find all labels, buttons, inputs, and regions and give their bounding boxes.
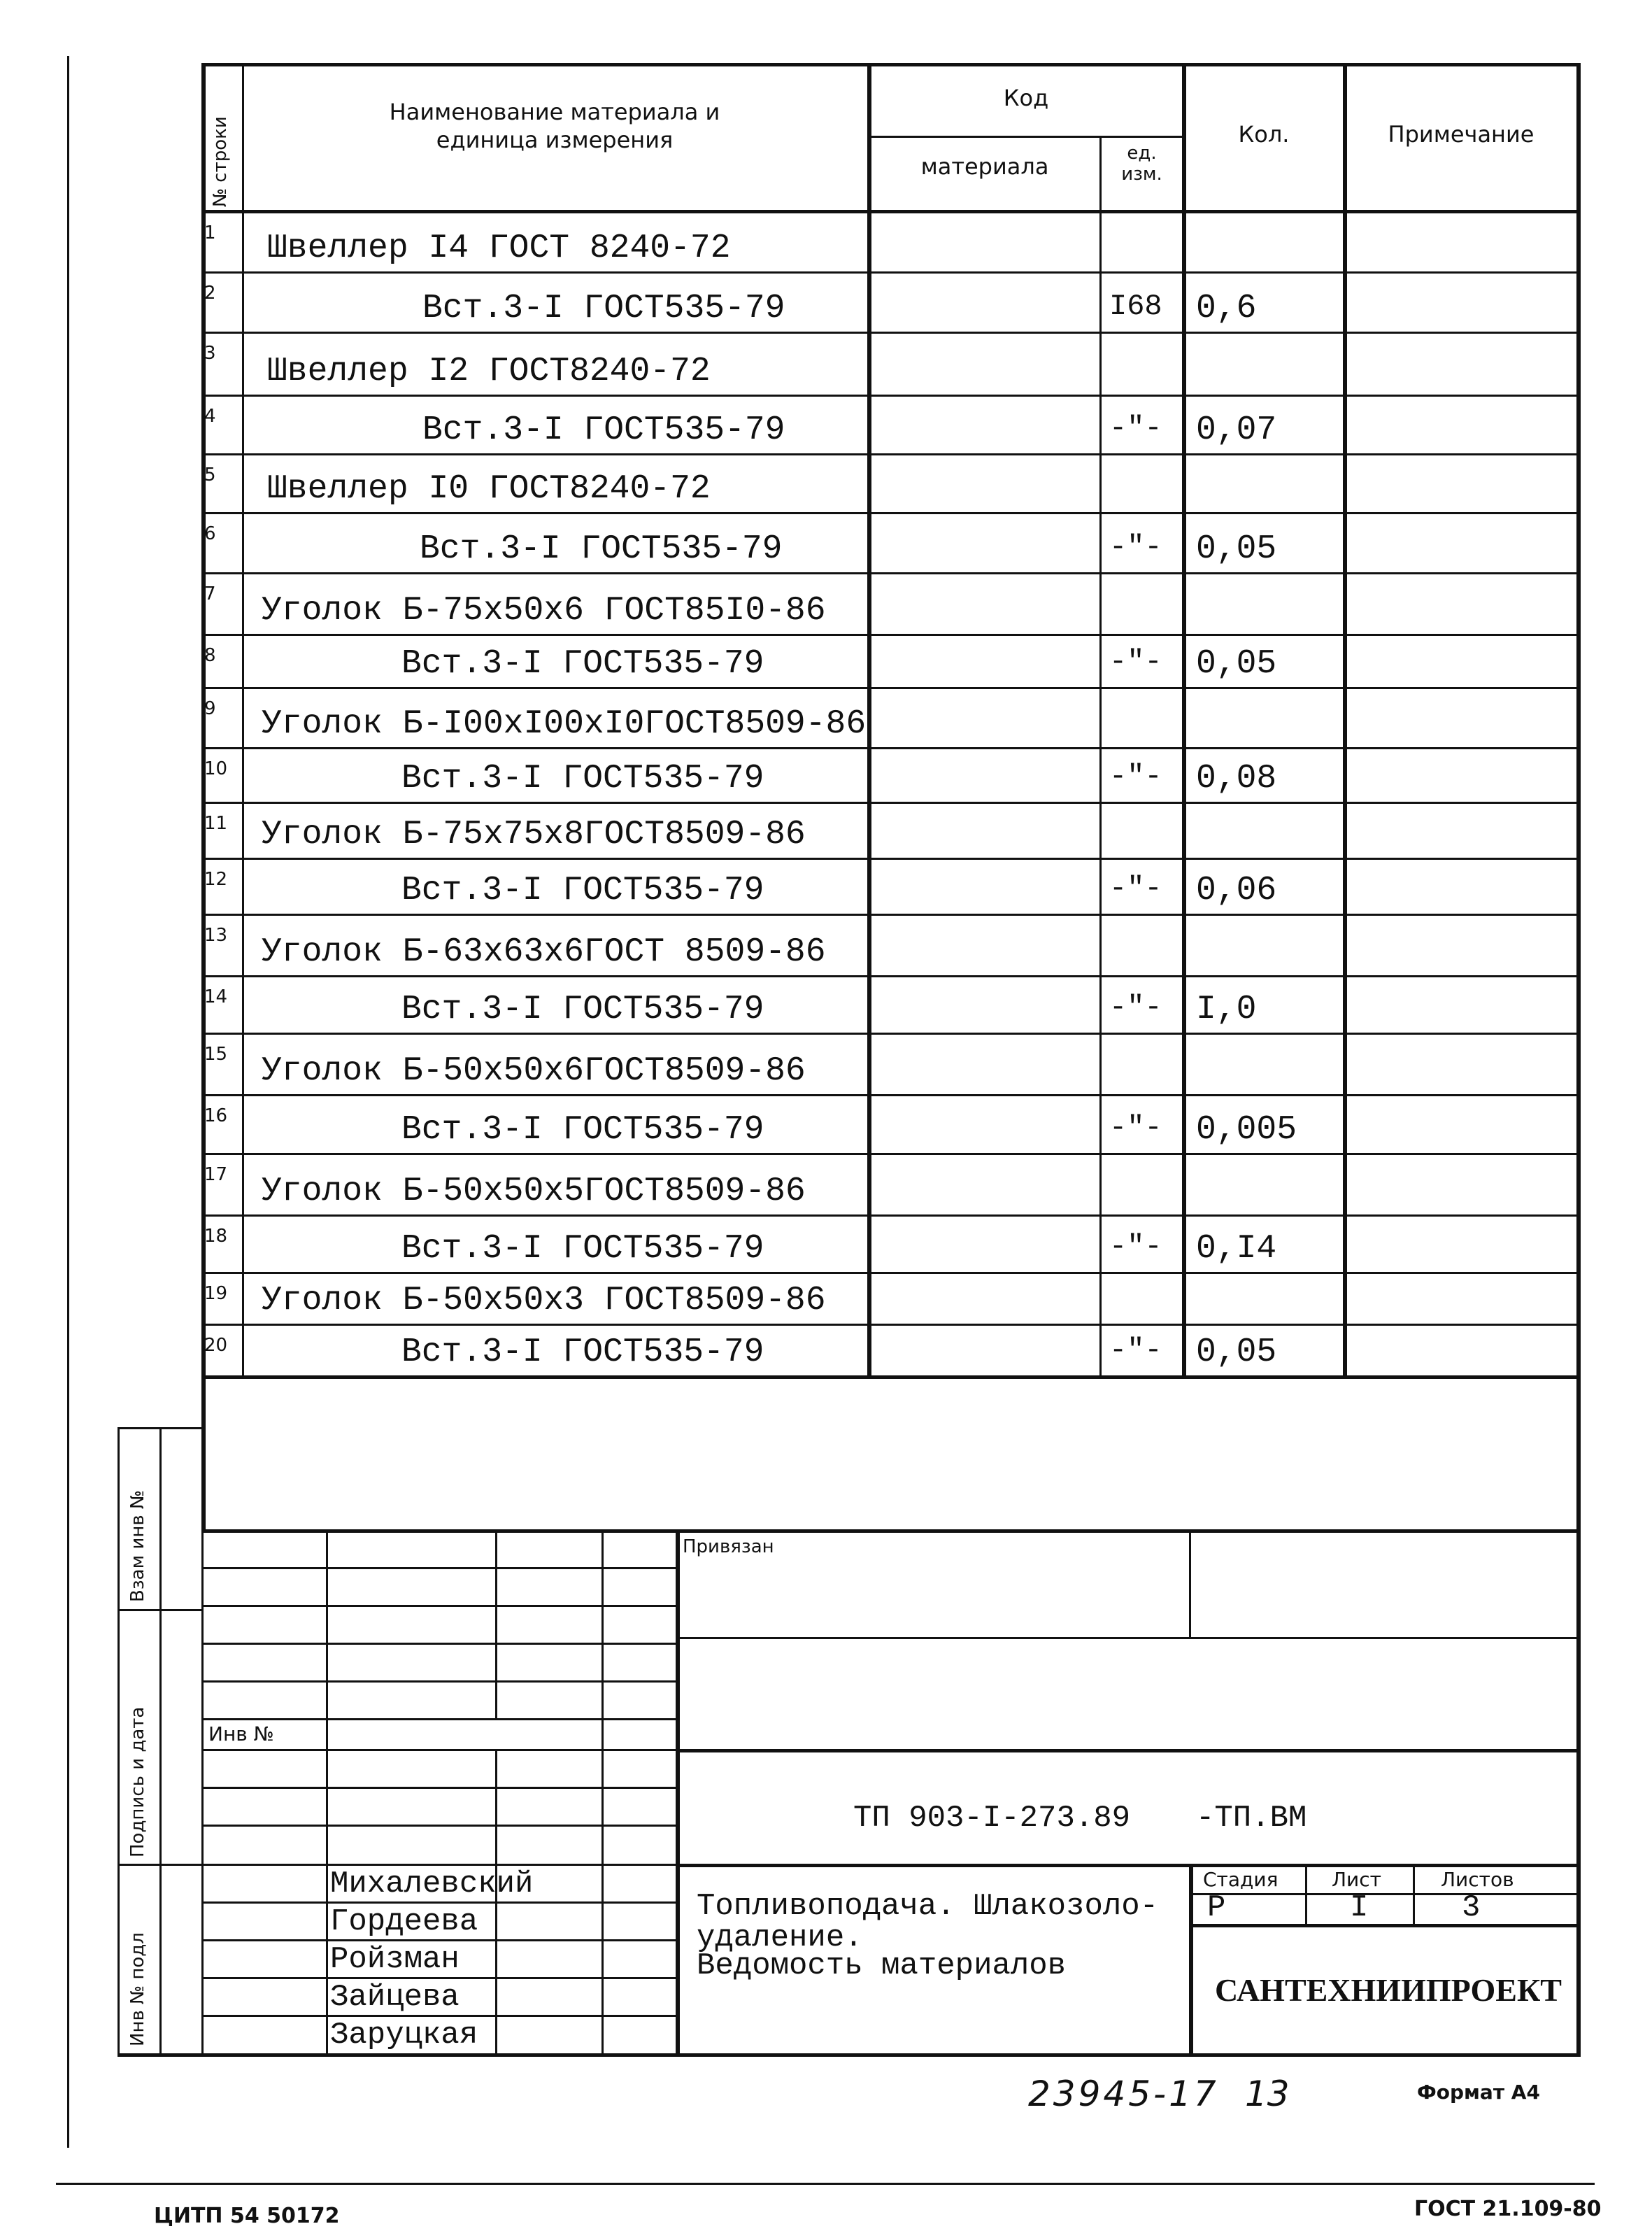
sheets-label: Листов <box>1441 1868 1514 1891</box>
material-name: Вст.3-I ГОСТ535-79 <box>422 290 785 327</box>
podpis-data-label: Подпись и дата <box>127 1706 148 1857</box>
qty-header: Кол. <box>1238 121 1290 148</box>
row-number: 9 <box>204 698 216 719</box>
quantity-cell: 0,07 <box>1196 411 1277 449</box>
row-number: 3 <box>204 343 216 364</box>
row-number: 7 <box>204 583 216 604</box>
sheet-value: I <box>1350 1890 1369 1925</box>
quantity-cell: 0,I4 <box>1196 1230 1277 1268</box>
title-line3: Ведомость материалов <box>697 1948 1067 1983</box>
row-separator <box>201 747 1576 749</box>
inv-no-label: Инв № <box>208 1722 274 1745</box>
sheets-value: 3 <box>1462 1890 1481 1925</box>
stage-value: Р <box>1207 1890 1226 1925</box>
row-number: 14 <box>204 986 228 1007</box>
sheet-label: Лист <box>1332 1868 1381 1891</box>
row-separator <box>201 975 1576 977</box>
handwritten-number: 23945-17 <box>1028 2074 1219 2114</box>
material-name: Швеллер I4 ГОСТ 8240-72 <box>267 229 731 267</box>
handwritten-number-2: 13 <box>1245 2074 1290 2114</box>
stage-label: Стадия <box>1203 1868 1279 1891</box>
row-separator <box>201 1094 1576 1096</box>
row-number: 11 <box>204 813 228 834</box>
unit-cell: -"- <box>1109 530 1162 564</box>
privyazan-label: Привязан <box>683 1536 774 1557</box>
document-code: ТП 903-I-273.89 <box>853 1801 1131 1836</box>
unit-cell: -"- <box>1109 411 1162 445</box>
row-separator <box>201 332 1576 334</box>
row-separator <box>201 1272 1576 1274</box>
material-name: Уголок Б-50х50х6ГОСТ8509-86 <box>262 1052 806 1090</box>
signatory-name: Гордеева <box>330 1904 478 1939</box>
row-separator <box>201 512 1576 514</box>
quantity-cell: 0,005 <box>1196 1111 1297 1149</box>
quantity-cell: 0,06 <box>1196 872 1277 909</box>
sheet-bottom-line <box>56 2183 1595 2185</box>
signatory-name: Ройзман <box>330 1942 460 1977</box>
row-separator <box>201 572 1576 574</box>
signatory-name: Михалевский <box>330 1867 534 1901</box>
name-header <box>245 98 864 154</box>
row-separator <box>201 687 1576 689</box>
row-number: 2 <box>204 283 216 304</box>
material-name: Вст.3-I ГОСТ535-79 <box>401 991 764 1028</box>
material-code-header: материала <box>920 153 1049 180</box>
row-number: 10 <box>204 758 228 779</box>
vzam-inv-label: Взам инв № <box>127 1490 148 1602</box>
row-separator <box>201 634 1576 636</box>
unit-header-line1: ед. <box>1127 143 1157 164</box>
material-name: Вст.3-I ГОСТ535-79 <box>420 530 783 568</box>
gost-reference: ГОСТ 21.109-80 <box>1414 2197 1602 2221</box>
row-separator <box>201 1214 1576 1217</box>
row-number: 19 <box>204 1283 228 1304</box>
material-name: Вст.3-I ГОСТ535-79 <box>401 1230 764 1268</box>
row-number: 8 <box>204 645 216 666</box>
quantity-cell: I,0 <box>1196 991 1257 1028</box>
row-number: 1 <box>204 222 216 243</box>
row-number: 6 <box>204 523 216 544</box>
name-header-line2: единица измерения <box>436 127 674 153</box>
row-separator <box>201 395 1576 397</box>
signatories-list <box>330 1867 533 2055</box>
material-name: Вст.3-I ГОСТ535-79 <box>422 411 785 449</box>
unit-cell: I68 <box>1109 290 1162 323</box>
row-separator <box>201 802 1576 804</box>
row-number: 12 <box>204 869 228 890</box>
organization-name: САНТЕХНИИПРОЕКТ <box>1215 1972 1562 2008</box>
quantity-cell: 0,6 <box>1196 290 1257 327</box>
name-header-line1: Наименование материала и <box>389 99 720 125</box>
row-number: 16 <box>204 1105 228 1126</box>
unit-header-line2: изм. <box>1121 164 1162 185</box>
unit-cell: -"- <box>1109 1333 1162 1367</box>
code-header: Код <box>1003 85 1049 111</box>
material-name: Уголок Б-63х63х6ГОСТ 8509-86 <box>262 933 826 971</box>
document-title <box>697 1889 1159 1983</box>
format-label: Формат А4 <box>1417 2081 1540 2104</box>
document-code-suffix: -ТП.ВМ <box>1196 1801 1307 1836</box>
inv-podl-label: Инв № подл <box>127 1932 148 2046</box>
row-number: 4 <box>204 406 216 427</box>
material-name: Вст.3-I ГОСТ535-79 <box>401 1333 764 1371</box>
material-name: Уголок Б-50х50х5ГОСТ8509-86 <box>262 1173 806 1210</box>
row-number: 5 <box>204 465 216 486</box>
quantity-cell: 0,05 <box>1196 645 1277 683</box>
row-number: 20 <box>204 1335 228 1356</box>
quantity-cell: 0,05 <box>1196 530 1277 568</box>
material-name: Вст.3-I ГОСТ535-79 <box>401 760 764 798</box>
unit-cell: -"- <box>1109 645 1162 679</box>
row-number-header: № строки <box>210 116 231 207</box>
row-separator <box>201 1153 1576 1155</box>
material-name: Вст.3-I ГОСТ535-79 <box>401 872 764 909</box>
note-header: Примечание <box>1388 121 1534 148</box>
unit-cell: -"- <box>1109 991 1162 1024</box>
row-separator <box>201 1324 1576 1326</box>
signatory-name: Заруцкая <box>330 2018 478 2053</box>
row-number: 15 <box>204 1044 228 1065</box>
quantity-cell: 0,08 <box>1196 760 1277 798</box>
title-line1: Топливоподача. Шлакозоло- <box>697 1889 1159 1924</box>
material-name: Уголок Б-I00хI00хI0ГОСТ8509-86 <box>262 705 867 743</box>
signatory-name: Зайцева <box>330 1980 460 2015</box>
unit-cell: -"- <box>1109 760 1162 793</box>
row-number: 13 <box>204 925 228 946</box>
unit-header <box>1102 143 1182 185</box>
material-name: Швеллер I2 ГОСТ8240-72 <box>267 353 711 390</box>
material-name: Уголок Б-75х75х8ГОСТ8509-86 <box>262 816 806 854</box>
unit-cell: -"- <box>1109 1111 1162 1145</box>
material-name: Вст.3-I ГОСТ535-79 <box>401 1111 764 1149</box>
row-number: 18 <box>204 1226 228 1247</box>
row-separator <box>201 858 1576 860</box>
title-line2: удаление. <box>697 1920 863 1955</box>
material-name: Швеллер I0 ГОСТ8240-72 <box>267 470 711 508</box>
row-separator <box>201 1033 1576 1035</box>
row-separator <box>201 914 1576 916</box>
material-name: Уголок Б-75х50х6 ГОСТ85I0-86 <box>262 592 826 630</box>
unit-cell: -"- <box>1109 1230 1162 1263</box>
bottom-left-code: ЦИТП 54 50172 <box>154 2204 340 2228</box>
material-name: Уголок Б-50х50х3 ГОСТ8509-86 <box>262 1282 826 1319</box>
row-separator <box>201 453 1576 455</box>
row-separator <box>201 271 1576 274</box>
material-name: Вст.3-I ГОСТ535-79 <box>401 645 764 683</box>
quantity-cell: 0,05 <box>1196 1333 1277 1371</box>
row-number: 17 <box>204 1164 228 1185</box>
unit-cell: -"- <box>1109 872 1162 905</box>
